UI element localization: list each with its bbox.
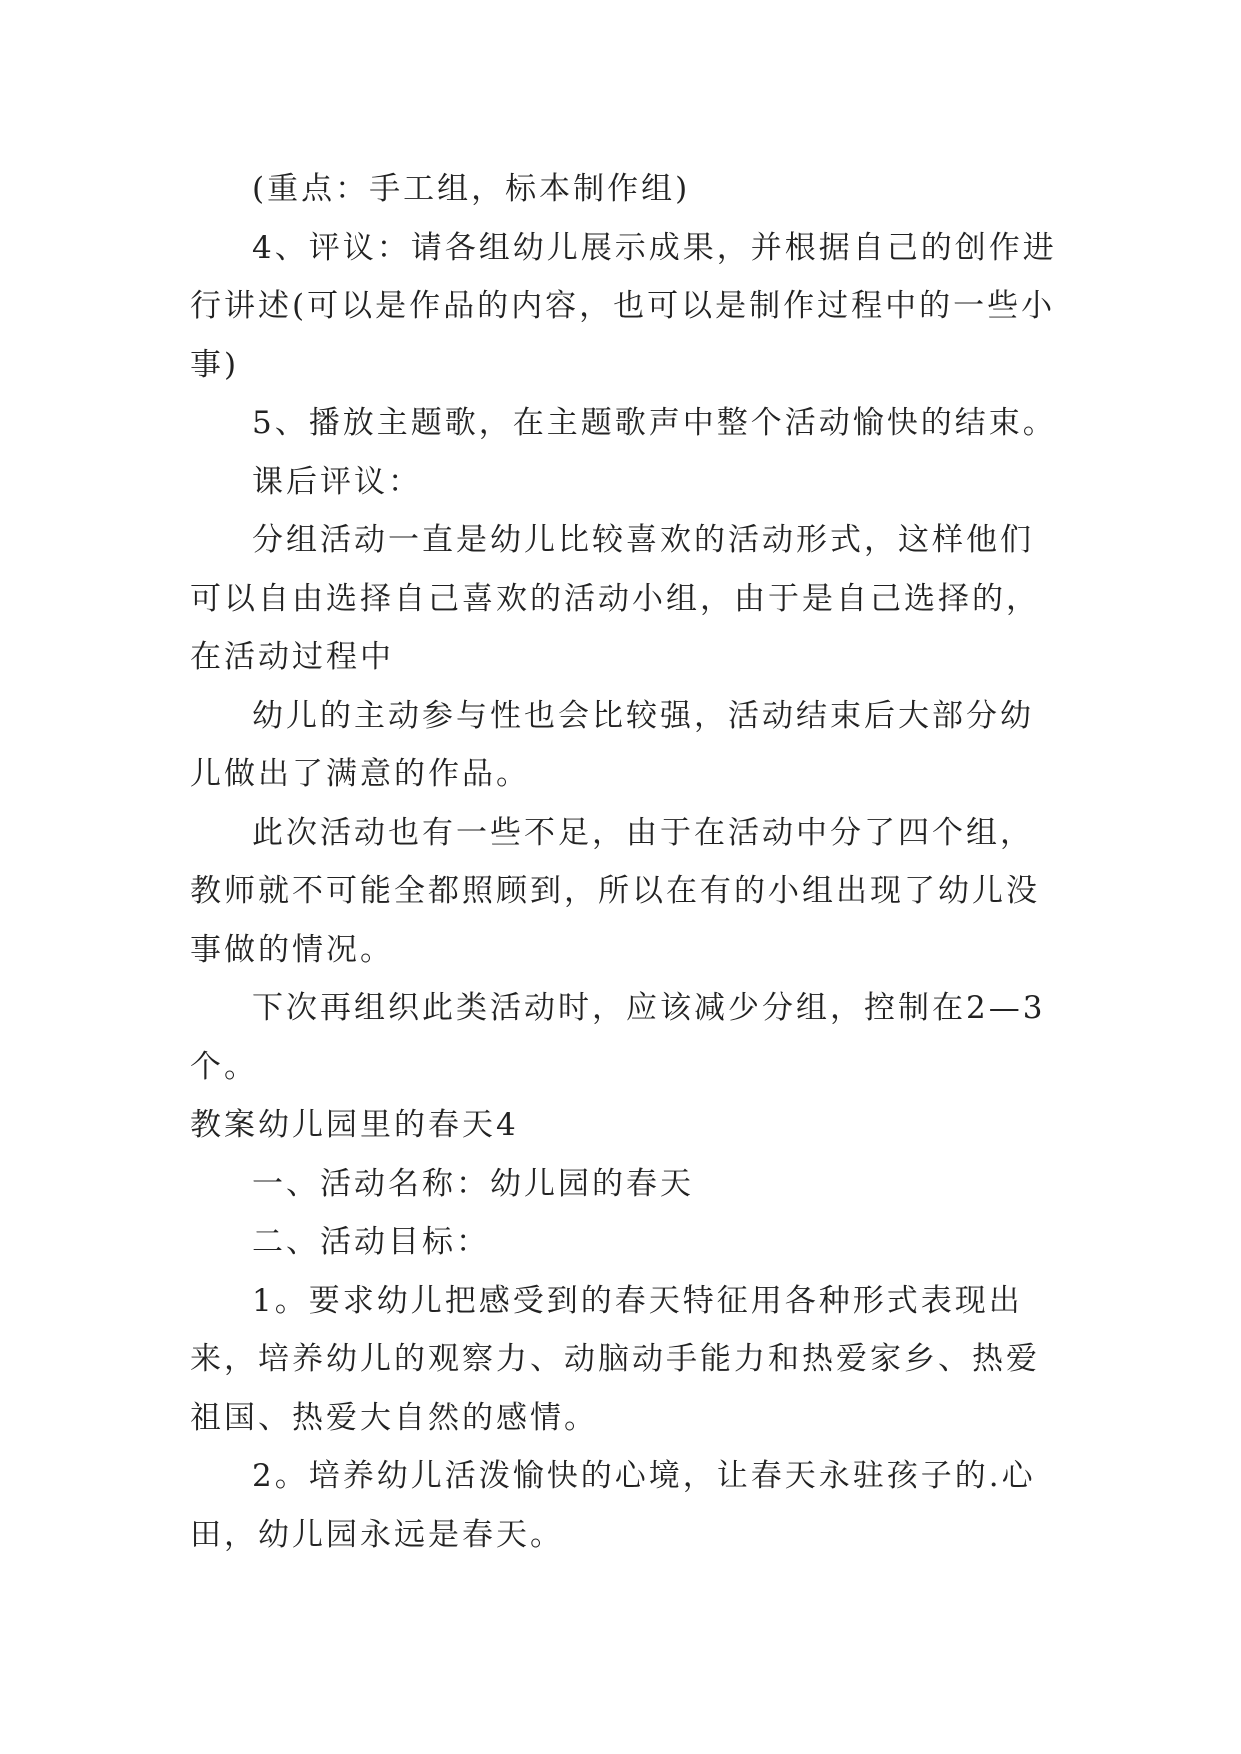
- paragraph-review-1: 分组活动一直是幼儿比较喜欢的活动形式，这样他们可以自由选择自己喜欢的活动小组，由于是自己选择的，在活动过程中: [190, 522, 1040, 675]
- paragraph-activity-goals-heading: 二、活动目标：: [252, 1224, 490, 1260]
- paragraph-step-5: 5、播放主题歌，在主题歌声中整个活动愉快的结束。: [252, 405, 1057, 441]
- paragraph-key-points: (重点：手工组，标本制作组): [252, 171, 691, 207]
- paragraph-activity-name: 一、活动名称：幼儿园的春天: [252, 1165, 694, 1202]
- paragraph-review-3: 此次活动也有一些不足，由于在活动中分了四个组，教师就不可能全都照顾到，所以在有的小组出现了幼儿没事做的情况。: [190, 814, 1040, 968]
- paragraph-step-4: 4、评议：请各组幼儿展示成果，并根据自己的创作进行讲述(可以是作品的内容，也可以是制作过程中的一些小事): [190, 229, 1057, 383]
- paragraph-review-4: 下次再组织此类活动时，应该减少分组，控制在2—3个。: [190, 990, 1046, 1085]
- paragraph-review-2: 幼儿的主动参与性也会比较强，活动结束后大部分幼儿做出了满意的作品。: [190, 697, 1034, 792]
- paragraph-goal-2: 2。培养幼儿活泼愉快的心境，让春天永驻孩子的.心田，幼儿园永远是春天。: [190, 1458, 1036, 1553]
- paragraph-review-heading: 课后评议：: [252, 463, 422, 500]
- document-body: [190, 160, 1060, 1564]
- section-title: 教案幼儿园里的春天4: [190, 1107, 519, 1143]
- paragraph-goal-1: 1。要求幼儿把感受到的春天特征用各种形式表现出来，培养幼儿的观察力、动脑动手能力和热爱家乡、热爱祖国、热爱大自然的感情。: [190, 1282, 1040, 1436]
